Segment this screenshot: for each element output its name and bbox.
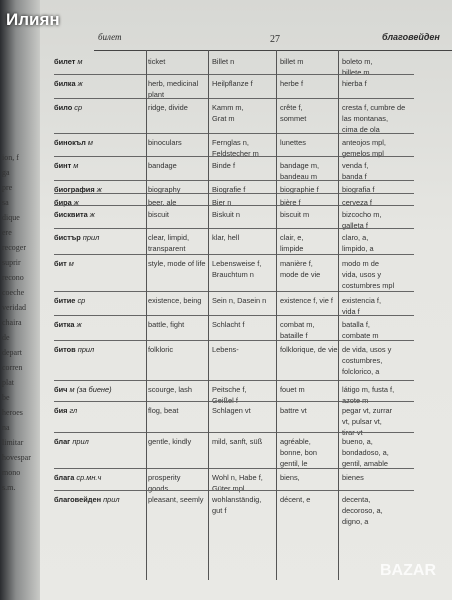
spine-fragment: ion, f: [2, 153, 19, 162]
spine-fragment: be: [2, 393, 10, 402]
spine-fragment: chaira: [2, 318, 22, 327]
spine-fragment: mono: [2, 468, 21, 477]
row-divider: [54, 228, 414, 229]
translation-en: ridge, divide: [148, 103, 188, 112]
translation-en: prosperity goods: [148, 473, 181, 493]
headword: [54, 319, 82, 330]
headword-pos: ж: [74, 320, 82, 329]
spine-fragment: na: [2, 423, 10, 432]
headword-pos: прил: [70, 437, 89, 446]
spine-fragment: veridad: [2, 303, 26, 312]
column-divider: [146, 50, 147, 580]
translation-fr: herbe f: [280, 79, 304, 88]
translation-de: Lebens-: [212, 345, 239, 354]
translation-en: existence, being: [148, 296, 202, 305]
translation-fr: fouet m: [280, 385, 305, 394]
spine-fragment: heroes: [2, 408, 23, 417]
headword-pos: прил: [101, 495, 120, 504]
book-spine-edge: [0, 0, 40, 600]
translation-en: ticket: [148, 57, 166, 66]
headword: [54, 102, 82, 113]
spine-fragment: s.m.: [2, 483, 16, 492]
overlay-username: Илиян: [6, 10, 60, 29]
translation-fr: folklorique, de vie: [280, 345, 338, 354]
spine-fragment: recoger: [2, 243, 26, 252]
page-number: 27: [270, 34, 280, 45]
translation-de: Peitsche f, Geißel f: [212, 385, 247, 405]
running-head-left: билет: [98, 32, 122, 42]
headword-pos: ж: [94, 185, 102, 194]
translation-fr: combat m, bataille f: [280, 320, 315, 340]
headword-bg: благовейден: [54, 495, 102, 504]
headword-bg: бисквита: [54, 210, 88, 219]
headword: [54, 232, 99, 243]
translation-fr: biens,: [280, 473, 300, 482]
row-divider: [54, 98, 414, 99]
translation-es: venda f, banda f: [342, 161, 369, 181]
translation-en: folkloric: [148, 345, 174, 354]
translation-es: cerveza f: [342, 198, 372, 207]
translation-de: Fernglas n, Feldstecher m: [212, 138, 259, 158]
headword: [54, 494, 120, 505]
headword-bg: бистър: [54, 233, 81, 242]
spine-fragment: hovespar: [2, 453, 31, 462]
row-divider: [54, 205, 414, 206]
headword-bg: билет: [54, 57, 76, 66]
translation-es: bueno, a, bondadoso, a, gentil, amable: [342, 437, 389, 468]
translation-de: Biskuit n: [212, 210, 240, 219]
translation-es: boleto m, billete m: [342, 57, 373, 77]
translation-de: Wohl n, Habe f, Güter mpl: [212, 473, 263, 493]
translation-en: clear, limpid, transparent: [148, 233, 190, 253]
headword-pos: ср.мн.ч: [74, 473, 102, 482]
translation-en: scourge, lash: [148, 385, 192, 394]
headword-bg: бия: [54, 406, 68, 415]
headword-pos: м: [66, 259, 74, 268]
headword-pos: м: [75, 57, 83, 66]
column-divider: [208, 50, 209, 580]
translation-en: bandage: [148, 161, 177, 170]
translation-fr: lunettes: [280, 138, 306, 147]
translation-de: Billet n: [212, 57, 235, 66]
headword-bg: биография: [54, 185, 95, 194]
translation-fr: crête f, sommet: [280, 103, 307, 123]
row-divider: [54, 254, 414, 255]
translation-es: decenta, decoroso, a, digno, a: [342, 495, 383, 526]
headword: [54, 472, 101, 483]
translation-en: style, mode of life: [148, 259, 206, 268]
headword: [54, 56, 82, 67]
translation-de: Bier n: [212, 198, 232, 207]
headword-pos: м: [85, 138, 93, 147]
row-divider: [54, 133, 414, 134]
translation-es: batalla f, combate m: [342, 320, 379, 340]
translation-es: bizcocho m, galleta f: [342, 210, 382, 230]
translation-de: klar, hell: [212, 233, 240, 242]
translation-en: pleasant, seemly: [148, 495, 204, 504]
headword: [54, 78, 83, 89]
spine-fragment: dique: [2, 213, 20, 222]
translation-es: látigo m, fusta f, azote m: [342, 385, 395, 405]
translation-es: cresta f, cumbre de las montanas, cima de ola: [342, 103, 406, 134]
row-divider: [54, 315, 414, 316]
translation-es: existencia f, vida f: [342, 296, 382, 316]
translation-en: binoculars: [148, 138, 182, 147]
translation-de: mild, sanft, süß: [212, 437, 263, 446]
translation-fr: battre vt: [280, 406, 307, 415]
translation-de: Schlacht f: [212, 320, 245, 329]
headword: [54, 384, 112, 395]
column-divider: [276, 50, 277, 580]
row-divider: [54, 468, 414, 469]
headword-pos: прил: [75, 345, 95, 354]
spine-fragment: coeche: [2, 288, 25, 297]
spine-fragment: pre: [2, 183, 13, 192]
running-head-right: благовейден: [382, 32, 440, 42]
headword: [54, 209, 95, 220]
spine-fragment: suprir: [2, 258, 21, 267]
row-divider: [54, 291, 414, 292]
translation-de: Biografie f: [212, 185, 246, 194]
headword: [54, 436, 89, 447]
watermark-logo: BAZAR: [380, 562, 436, 579]
headword-pos: гл: [67, 406, 78, 415]
spine-fragment: ere: [2, 228, 12, 237]
translation-de: Kamm m, Grat m: [212, 103, 244, 123]
headword: [54, 258, 74, 269]
translation-fr: décent, e: [280, 495, 311, 504]
spine-text: [2, 150, 38, 495]
translation-en: herb, medicinal plant: [148, 79, 199, 99]
headword-bg: битие: [54, 296, 76, 305]
spine-fragment: recono: [2, 273, 24, 282]
translation-fr: manière f, mode de vie: [280, 259, 321, 279]
headword-pos: прил: [80, 233, 100, 242]
headword-bg: било: [54, 103, 73, 112]
headword-pos: ж: [71, 198, 79, 207]
headword-pos: ж: [75, 79, 83, 88]
translation-fr: bière f: [280, 198, 301, 207]
translation-en: flog, beat: [148, 406, 179, 415]
translation-de: Lebensweise f, Brauchtum n: [212, 259, 262, 279]
translation-es: de vida, usos y costumbres, folclorico, a: [342, 345, 392, 376]
spine-fragment: plat: [2, 378, 14, 387]
translation-es: claro, a, limpido, a: [342, 233, 374, 253]
translation-fr: agréable, bonne, bon gentil, le: [280, 437, 317, 468]
spine-fragment: ga: [2, 168, 10, 177]
spine-fragment: corren: [2, 363, 23, 372]
headword-pos: ср: [75, 296, 86, 305]
headword-pos: ж: [87, 210, 95, 219]
headword: [54, 405, 77, 416]
headword-pos: ср: [72, 103, 83, 112]
column-divider: [338, 50, 339, 580]
translation-es: pegar vt, zurrar vt, pulsar vt, tirar vt: [342, 406, 393, 437]
translation-en: biscuit: [148, 210, 169, 219]
translation-fr: biographie f: [280, 185, 319, 194]
row-divider: [54, 340, 414, 341]
headword: [54, 197, 79, 208]
headword-bg: билка: [54, 79, 76, 88]
row-divider: [54, 401, 414, 402]
row-divider: [54, 193, 414, 194]
row-divider: [54, 180, 414, 181]
translation-de: wohlanständig, gut f: [212, 495, 262, 515]
headword: [54, 295, 85, 306]
row-divider: [54, 74, 414, 75]
translation-en: gentle, kindly: [148, 437, 192, 446]
translation-en: beer, ale: [148, 198, 177, 207]
headword-bg: блага: [54, 473, 75, 482]
translation-fr: bandage m, bandeau m: [280, 161, 320, 181]
headword-bg: битов: [54, 345, 76, 354]
row-divider: [54, 490, 414, 491]
translation-de: Schlagen vt: [212, 406, 251, 415]
row-divider: [54, 380, 414, 381]
row-divider: [54, 156, 414, 157]
translation-fr: biscuit m: [280, 210, 310, 219]
spine-fragment: depart: [2, 348, 22, 357]
translation-fr: billet m: [280, 57, 304, 66]
headword: [54, 137, 93, 148]
spine-fragment: de: [2, 333, 10, 342]
translation-fr: clair, e, limpide: [280, 233, 304, 253]
translation-en: biography: [148, 185, 181, 194]
headword-pos: м (за биене): [67, 385, 112, 394]
translation-es: biografia f: [342, 185, 375, 194]
headword-bg: бира: [54, 198, 72, 207]
headword-bg: благ: [54, 437, 71, 446]
translation-de: Binde f: [212, 161, 236, 170]
translation-es: anteojos mpl, gemelos mpl: [342, 138, 386, 158]
spine-fragment: limitar: [2, 438, 24, 447]
headword-bg: бинокъл: [54, 138, 86, 147]
translation-en: battle, fight: [148, 320, 185, 329]
translation-es: modo m de vida, usos y costumbres mpl: [342, 259, 395, 290]
dictionary-page: [40, 0, 452, 600]
translation-de: Sein n, Dasein n: [212, 296, 267, 305]
headword: [54, 344, 94, 355]
header-rule: [94, 50, 452, 51]
headword-bg: бит: [54, 259, 67, 268]
headword-bg: бинт: [54, 161, 72, 170]
translation-fr: existence f, vie f: [280, 296, 333, 305]
headword-pos: м: [71, 161, 79, 170]
row-divider: [54, 432, 414, 433]
headword-bg: битка: [54, 320, 75, 329]
translation-de: Heilpflanze f: [212, 79, 253, 88]
headword-bg: бич: [54, 385, 68, 394]
spine-fragment: sa: [2, 198, 9, 207]
translation-es: bienes: [342, 473, 364, 482]
translation-es: hierba f: [342, 79, 367, 88]
headword: [54, 160, 78, 171]
